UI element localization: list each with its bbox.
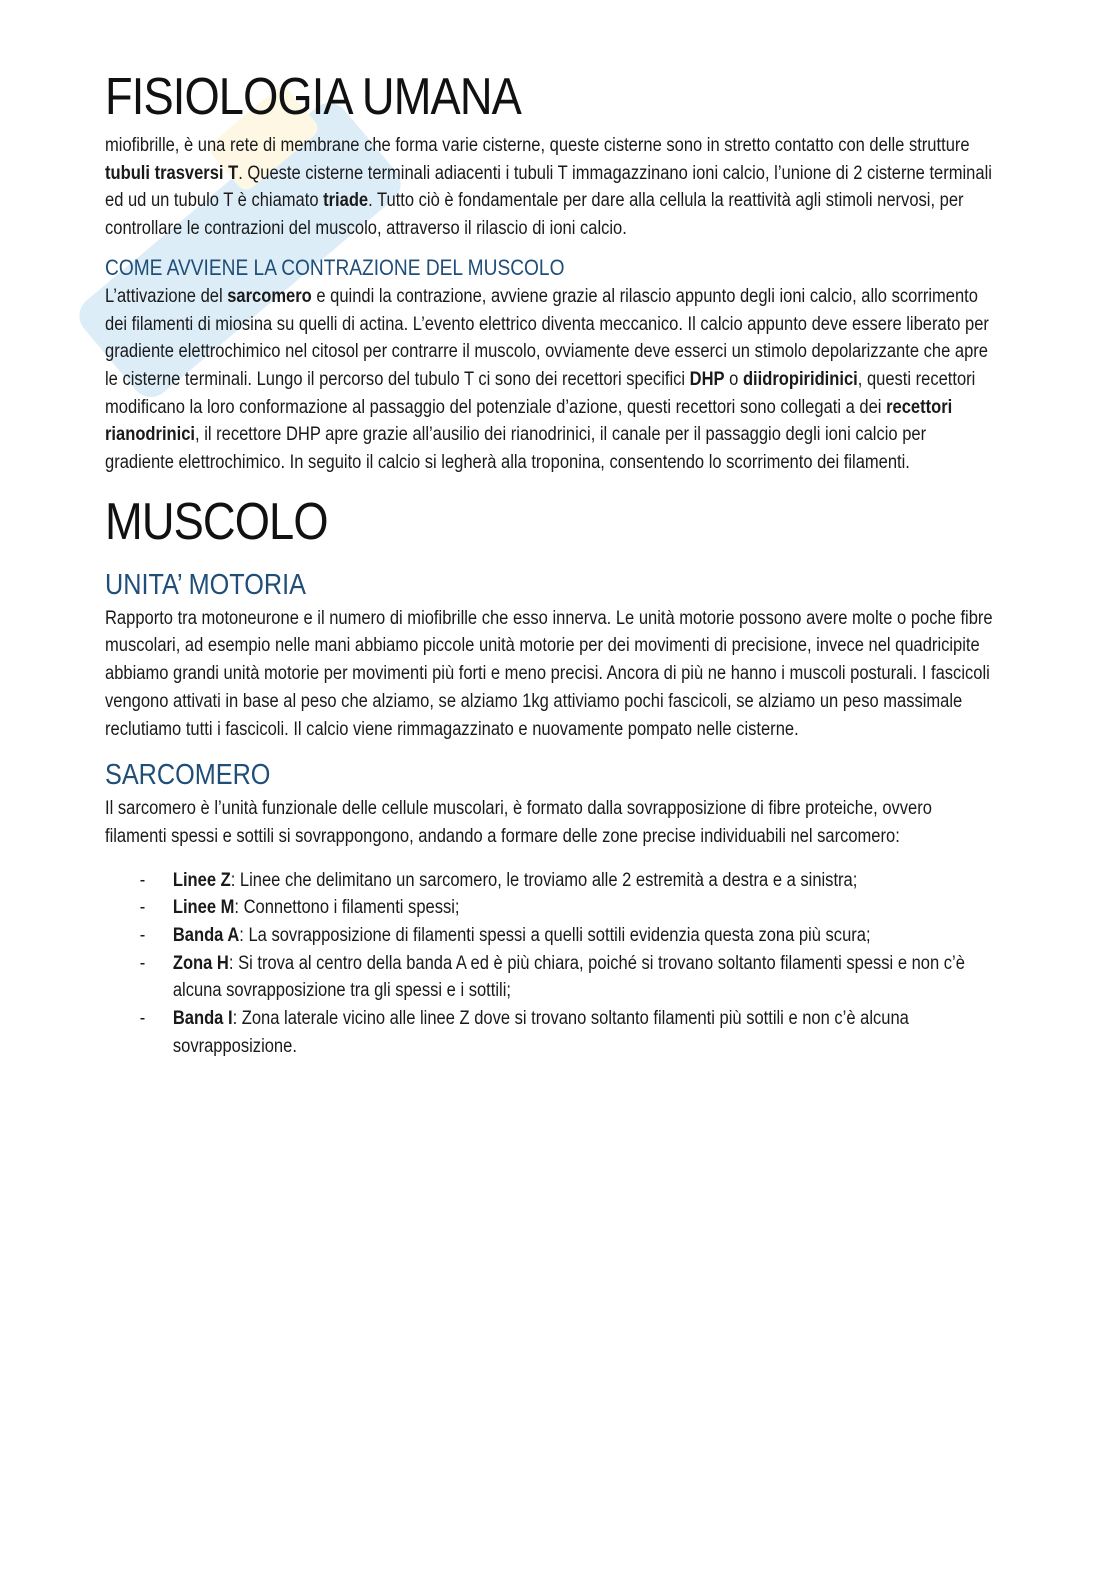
text-run: , il recettore DHP apre grazie all’ausilio dei rianodrinici, il canale per il passaggio degli ioni calcio per gradiente elettrochimico. In seguito il calcio si legherà alla troponina, consentendo lo scorrimento dei filamenti. [105,424,927,474]
zone-description: : Zona laterale vicino alle linee Z dove si trovano soltanto filamenti più sottili e non c’è alcuna sovrapposizione. [172,1008,909,1057]
list-item [105,1005,995,1060]
zone-description: : La sovrapposizione di filamenti spessi a quelli sottili evidenzia questa zona più scura; [239,925,871,947]
sarcomero-paragraph [105,795,995,850]
bullet-dash: - [139,897,146,919]
contrazione-paragraph [105,283,995,477]
bullet-dash: - [139,952,146,974]
zone-term: Banda A [172,925,240,947]
text-run: e quindi la contrazione, avviene grazie al rilascio appunto degli ioni calcio, allo scorrimento dei filamenti di miosina su quelli di actina. L’evento elettrico diventa meccanico. Il calcio appunto deve essere liberato per gradiente elettrochimico nel citosol per contrarre il muscolo, ovviamente deve esserci un stimolo depolarizzante che apre le cisterne terminali. Lungo il percorso del tubulo T ci sono dei recettori specifici [105,285,989,390]
list-item [105,894,995,922]
text-run: . Tutto ciò è fondamentale per dare alla cellula la reattività agli stimoli nervosi, per controllare le contrazioni del muscolo, attraverso il rilascio di ioni calcio. [105,190,964,240]
list-item [105,922,995,950]
bold-term: DHP [689,368,725,390]
text-run: L’attivazione del [105,285,228,307]
document-page [105,66,995,1061]
intro-paragraph [105,132,995,243]
section-heading-contrazione: COME AVVIENE LA CONTRAZIONE DEL MUSCOLO [105,254,565,280]
text-run: . Queste cisterne terminali adiacenti i tubuli T immagazzinano ioni calcio, l’unione di 2 cisterne terminali ed ud un tubulo T è chiamato [105,162,992,212]
section-heading-unita-motoria: UNITA’ MOTORIA [105,568,306,601]
unita-motoria-paragraph [105,605,995,744]
list-item [105,950,995,1005]
page-title: FISIOLOGIA UMANA [105,68,521,126]
zone-term: Zona H [172,952,229,974]
text-run: Il sarcomero è l’unità funzionale delle cellule muscolari, è formato dalla sovrapposizione di fibre proteiche, ovvero filamenti spessi e sottili si sovrappongono, andando a formare delle zone precise individuabili nel sarcomero: [105,798,932,847]
bold-term: triade [323,190,369,212]
text-run: Rapporto tra motoneurone e il numero di miofibrille che esso innerva. Le unità motorie possono avere molte o poche fibre muscolari, ad esempio nelle mani abbiamo piccole unità motorie per dei movimenti di precisione, invece nel quadricipite abbiamo grandi unità motorie per movimenti più forti e meno precisi. Ancora di più ne hanno i muscoli posturali. I fascicoli vengono attivati in base al peso che alziamo, se alziamo 1kg attiviamo pochi fascicoli, se alziamo un peso massimale reclutiamo tutti i fascicoli. Il calcio viene rimmagazzinato e nuovamente pompato nelle cisterne. [105,607,993,740]
section-heading-sarcomero: SARCOMERO [105,759,271,792]
bold-term: tubuli trasversi T [105,162,239,184]
bullet-dash: - [139,925,146,947]
zone-term: Linee M [172,897,235,919]
zone-description: : Linee che delimitano un sarcomero, le troviamo alle 2 estremità a destra e a sinistra; [230,869,858,891]
bullet-dash: - [139,869,146,891]
zone-description: : Connettono i filamenti spessi; [234,897,460,919]
bold-term: recettori rianodrinici [105,396,953,446]
zone-term: Banda I [172,1008,233,1030]
text-run: miofibrille, è una rete di membrane che forma varie cisterne, queste cisterne sono in stretto contatto con delle strutture [105,135,970,156]
sarcomero-zone-list [105,867,995,1061]
text-run: , questi recettori modificano la loro conformazione al passaggio del potenziale d’azione, questi recettori sono collegati a dei [105,368,976,418]
bullet-dash: - [139,1008,146,1030]
zone-description: : Si trova al centro della banda A ed è più chiara, poiché si trovano soltanto filamenti spessi e non c’è alcuna sovrapposizione tra gli spessi e i sottili; [172,952,965,1002]
list-item [105,867,995,895]
bold-term: diidropiridinici [742,368,858,390]
muscolo-title: MUSCOLO [105,492,328,551]
text-run: o [724,368,743,390]
zone-term: Linee Z [172,869,231,891]
bold-term: sarcomero [227,285,312,307]
